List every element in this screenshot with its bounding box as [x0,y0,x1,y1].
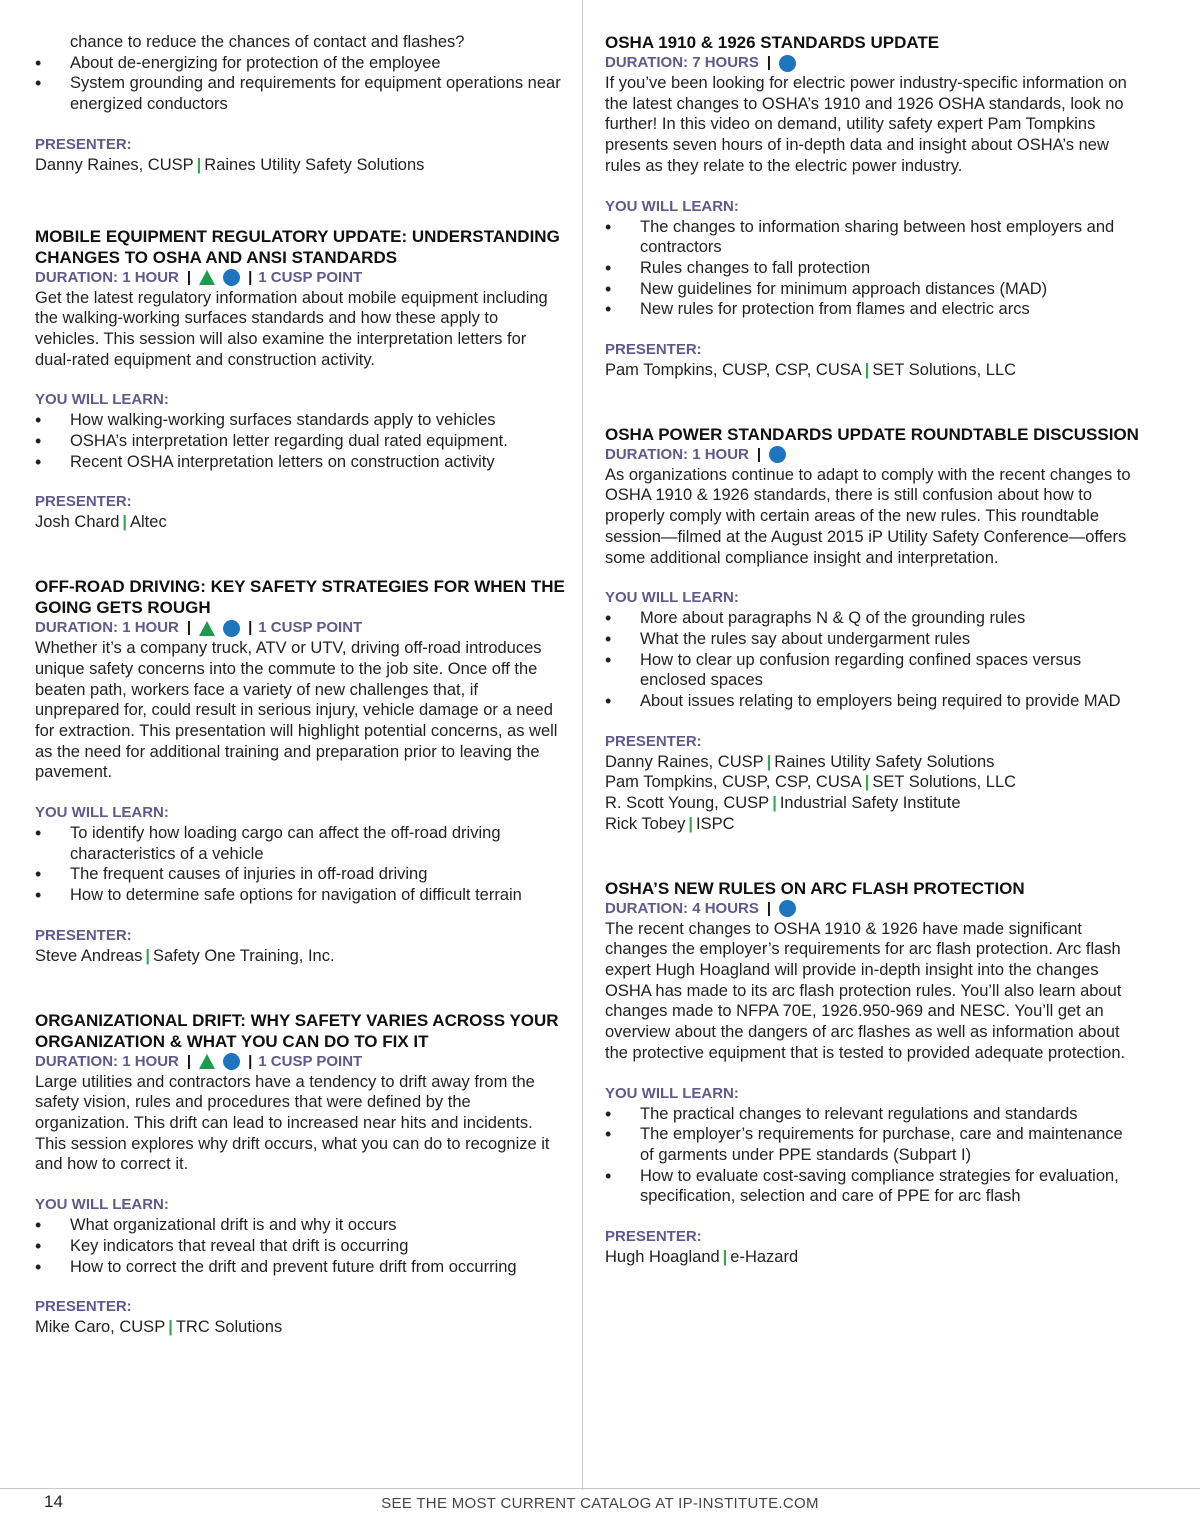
presenter-org: Altec [130,513,167,532]
blue-circle-icon [779,900,796,917]
learn-list [35,1215,565,1277]
presenter-org: e-Hazard [730,1248,799,1267]
separator: | [186,619,192,637]
course-organizational-drift [35,1010,565,1338]
presenter-label: PRESENTER: [35,1298,132,1316]
learn-label: YOU WILL LEARN: [35,804,169,822]
blue-circle-icon [223,1053,240,1070]
presenter-name: Josh Chard [35,513,120,532]
presenter-name: Mike Caro, CUSP [35,1318,166,1337]
presenter-org: SET Solutions, LLC [872,773,1017,792]
list-item: • How to clear up confusion regarding confined spaces versus enclosed spaces [605,650,1140,691]
presenter-label: PRESENTER: [605,1228,702,1246]
course-description: If you’ve been looking for electric power industry-specific information on the latest changes to OSHA’s 1910 and 1926 OSHA standards, look no further! In this video on demand, utility safety expert Pam Tompkins presents seven hours of in-depth data and insight about OSHA’s new rules as they relate to the electric power industry. [605,74,1127,175]
learn-list [35,823,565,906]
duration: DURATION: 1 HOUR [35,268,179,286]
learn-label: YOU WILL LEARN: [35,391,169,409]
course-title: OFF-ROAD DRIVING: KEY SAFETY STRATEGIES FOR WHEN THE GOING GETS ROUGH [35,577,565,618]
course-osha-standards-update [605,32,1140,381]
list-item: • About issues relating to employers being required to provide MAD [605,691,1140,712]
presenter-line [605,752,1140,773]
presenter-org: ISPC [696,814,735,833]
green-separator: | [688,814,694,833]
cusp-points: 1 CUSP POINT [258,268,363,286]
separator: | [248,619,253,637]
course-off-road-driving [35,576,565,966]
course-mobile-equipment [35,226,565,534]
list-item: • About de-energizing for protection of the employee [35,53,565,74]
learn-label: YOU WILL LEARN: [35,1196,169,1214]
learn-list [35,410,565,472]
presenter-label: PRESENTER: [35,135,132,153]
list-item: • To identify how loading cargo can affect the off-road driving characteristics of a vehicle [35,823,565,864]
presenter-line [35,512,565,533]
green-separator: | [864,773,870,792]
course-description: Whether it’s a company truck, ATV or UTV, driving off-road introduces unique safety concerns into the commute to the job site. Once off the beaten path, workers face a variety of new challenges that, if unprepared for, could result in serious injury, vehicle damage or a need for extraction. This presentation will highlight potential concerns, as well as the need for additional training and preparation prior to leaving the pavement. [35,639,558,782]
footer-rule [0,1488,1200,1489]
course-title: OSHA’S NEW RULES ON ARC FLASH PROTECTION [605,878,1025,898]
learn-label: YOU WILL LEARN: [605,197,739,215]
list-item: • How to correct the drift and prevent future drift from occurring [35,1257,565,1278]
presenter-line [605,1247,1140,1268]
course-description: Large utilities and contractors have a tendency to drift away from the safety vision, rules and procedures that were defined by the organization. This drift can lead to increased near hits and incidents. This session explores why drift occurs, what you can do to recognize it and how to correct it. [35,1072,550,1174]
presenter-line [605,793,1140,814]
list-item: • What organizational drift is and why it occurs [35,1215,565,1236]
green-separator: | [196,155,202,174]
duration: DURATION: 4 HOURS [605,899,759,917]
learn-label: YOU WILL LEARN: [605,589,739,607]
list-item: • How to determine safe options for navigation of difficult terrain [35,885,565,906]
list-item: • The employer’s requirements for purchase, care and maintenance of garments under PPE standards (Subpart I) [605,1124,1140,1165]
list-item: • Recent OSHA interpretation letters on construction activity [35,452,565,473]
presenter-name: Hugh Hoagland [605,1248,720,1267]
list-item: • What the rules say about undergarment rules [605,629,1140,650]
green-separator: | [766,752,772,771]
course-meta [605,899,1140,919]
blue-circle-icon [779,55,796,72]
list-item: • New rules for protection from flames and electric arcs [605,299,1140,320]
blue-circle-icon [223,269,240,286]
green-separator: | [168,1318,173,1337]
list-item: • OSHA’s interpretation letter regarding dual rated equipment. [35,431,565,452]
presenter-name: Pam Tompkins, CUSP, CSP, CUSA [605,361,862,380]
blue-circle-icon [769,446,786,463]
presenter-name: Pam Tompkins, CUSP, CSP, CUSA [605,773,862,792]
list-item: • More about paragraphs N & Q of the grounding rules [605,608,1140,629]
right-column [605,32,1140,1311]
list-item: • How walking-working surfaces standards apply to vehicles [35,410,565,431]
presenter-org: TRC Solutions [175,1318,283,1337]
course-description: The recent changes to OSHA 1910 & 1926 have made significant changes the employer’s requirements for arc flash protection. Arc flash expert Hugh Hoagland will provide in-depth insight into the changes OSHA has made to its arc flash protection rules. You’ll also learn about changes made to NFPA 70E, 1926.950-969 and NESC. You’ll get an overview about the dangers of arc flashes as well as information about the protective equipment that is tested to provided adequate protection. [605,919,1126,1062]
course-roundtable-discussion [605,424,1140,835]
course-meta [35,1052,565,1072]
learn-list [605,1104,1140,1208]
presenter-line [605,360,1140,381]
list-item: • The frequent causes of injuries in off-road driving [35,864,565,885]
green-triangle-icon [199,621,215,636]
presenter-org: SET Solutions, LLC [872,361,1017,380]
presenter-org: Raines Utility Safety Solutions [774,752,995,771]
list-item: • The practical changes to relevant regulations and standards [605,1104,1140,1125]
list-item: • New guidelines for minimum approach distances (MAD) [605,279,1140,300]
duration: DURATION: 1 HOUR [35,619,179,637]
separator: | [186,268,192,286]
course-meta [605,53,1140,73]
list-item: • Key indicators that reveal that drift is occurring [35,1236,565,1257]
page-number: 14 [44,1492,63,1511]
left-column [35,32,565,1381]
continued-course [35,32,565,176]
course-title: OSHA POWER STANDARDS UPDATE ROUNDTABLE DISCUSSION [605,424,1139,444]
duration: DURATION: 7 HOURS [605,54,759,71]
course-meta [605,445,1140,465]
presenter-label: PRESENTER: [605,341,702,359]
green-separator: | [772,794,777,813]
green-separator: | [145,946,150,965]
learn-list [605,608,1140,712]
presenter-label: PRESENTER: [35,493,132,511]
green-separator: | [722,1248,728,1267]
presenter-line [35,1317,565,1338]
duration: DURATION: 1 HOUR [35,1052,179,1070]
learn-label: YOU WILL LEARN: [605,1084,739,1102]
course-meta [35,268,565,288]
separator: | [248,268,253,286]
blue-circle-icon [223,620,240,637]
course-description: Get the latest regulatory information about mobile equipment including the walking-working surfaces standards and how these apply to vehicles. This session will also examine the interpretation letters for dual-rated equipment and construction activity. [35,288,548,369]
cusp-points: 1 CUSP POINT [258,619,363,637]
green-triangle-icon [199,270,215,285]
column-divider [582,0,583,1490]
course-meta [35,618,565,638]
presenter-line [35,155,565,176]
presenter-name: R. Scott Young, CUSP [605,794,770,813]
footer-catalog-link[interactable]: SEE THE MOST CURRENT CATALOG AT IP-INSTITUTE.COM [381,1495,819,1512]
learn-list [605,217,1140,321]
presenter-org: Safety One Training, Inc. [152,946,335,965]
separator: | [186,1052,192,1070]
green-triangle-icon [199,1054,215,1069]
course-description: As organizations continue to adapt to comply with the recent changes to OSHA 1910 & 1926 standards, there is still confusion about how to properly comply with certain areas of the new rules. This roundtable session—filmed at the August 2015 iP Utility Safety Conference—offers some additional compliance insight and interpretation. [605,465,1131,567]
separator: | [766,54,772,71]
green-separator: | [122,513,128,532]
presenter-name: Rick Tobey [605,814,686,833]
course-title: MOBILE EQUIPMENT REGULATORY UPDATE: UNDERSTANDING CHANGES TO OSHA AND ANSI STANDARDS [35,226,560,267]
green-separator: | [864,361,870,380]
presenter-name: Danny Raines, CUSP [35,155,194,174]
list-item: • The changes to information sharing between host employers and contractors [605,217,1140,258]
presenter-line [605,772,1140,793]
presenter-org: Raines Utility Safety Solutions [204,155,425,174]
presenter-name: Danny Raines, CUSP [605,752,764,771]
course-title: ORGANIZATIONAL DRIFT: WHY SAFETY VARIES ACROSS YOUR ORGANIZATION & WHAT YOU CAN DO TO FIX IT [35,1010,559,1051]
duration: DURATION: 1 HOUR [605,445,749,463]
presenter-org: Industrial Safety Institute [779,794,961,813]
presenter-label: PRESENTER: [605,732,702,750]
presenter-line [605,814,1140,835]
presenter-name: Steve Andreas [35,946,143,965]
presenter-line [35,946,565,967]
list-item: • Rules changes to fall protection [605,258,1140,279]
presenter-label: PRESENTER: [35,926,132,944]
continued-bullet-text: chance to reduce the chances of contact and flashes? [70,33,465,51]
cusp-points: 1 CUSP POINT [258,1052,363,1070]
separator: | [248,1052,253,1070]
course-arc-flash-protection [605,878,1140,1268]
continued-bullet-list [35,53,565,115]
separator: | [766,899,772,917]
separator: | [756,445,762,463]
list-item: • System grounding and requirements for equipment operations near energized conductors [35,73,565,114]
course-title: OSHA 1910 & 1926 STANDARDS UPDATE [605,33,940,52]
list-item: • How to evaluate cost-saving compliance strategies for evaluation, specification, selection and care of PPE for arc flash [605,1166,1140,1207]
